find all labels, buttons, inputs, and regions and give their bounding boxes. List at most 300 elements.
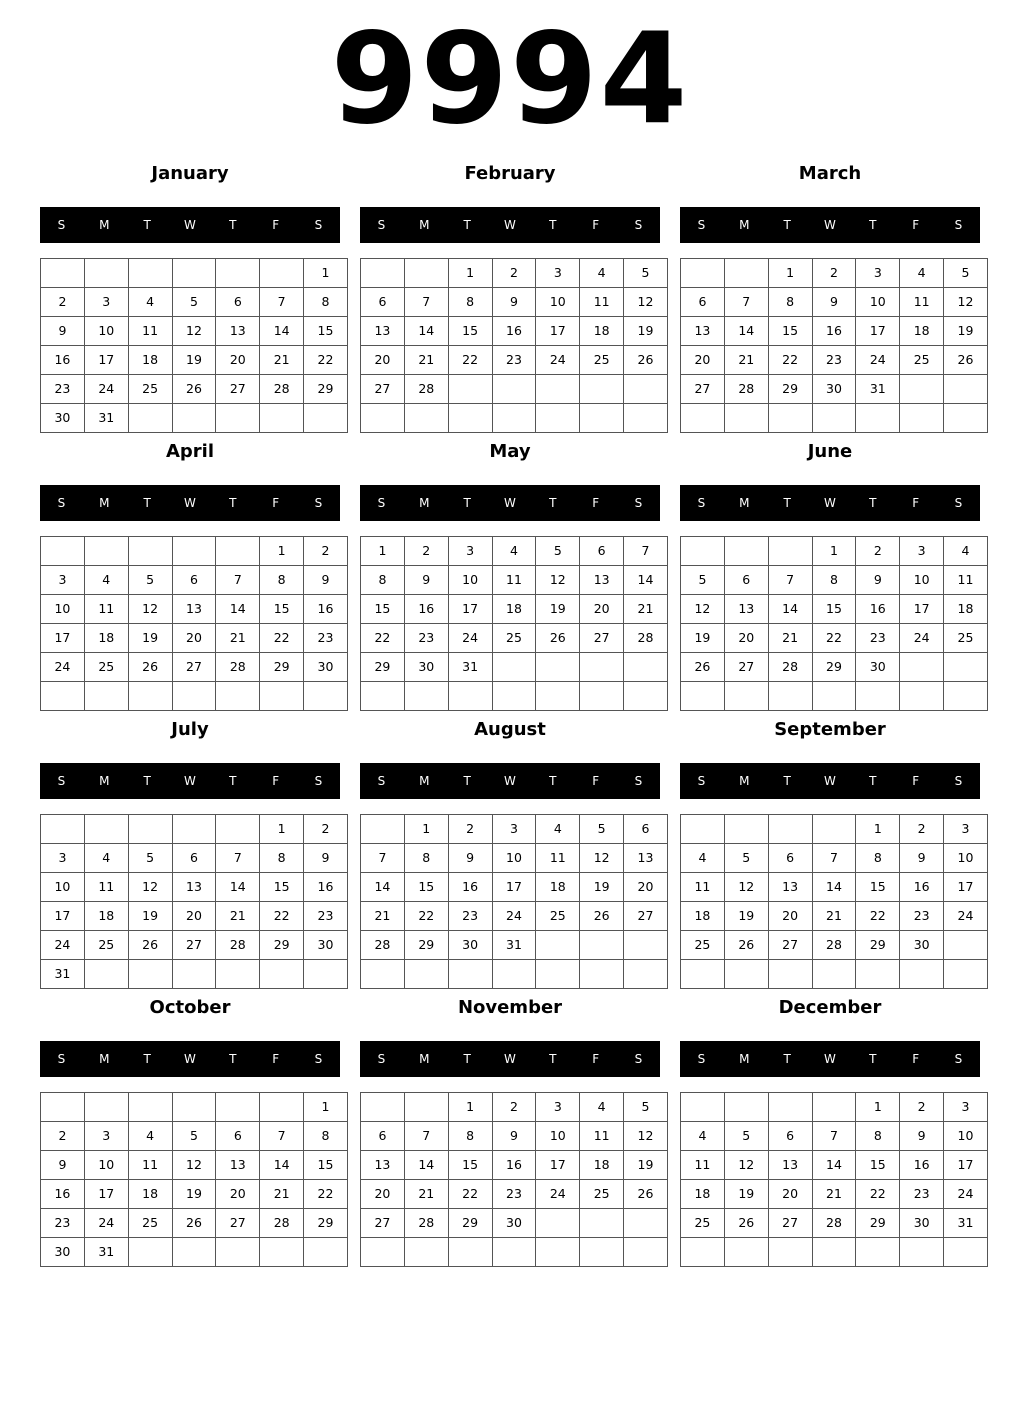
day-cell: 21 (216, 902, 260, 931)
day-cell: 13 (172, 595, 216, 624)
day-cell: 21 (260, 346, 304, 375)
day-cell (492, 375, 536, 404)
day-cell: 13 (724, 595, 768, 624)
day-cell: 5 (944, 259, 988, 288)
week-row (681, 960, 988, 989)
day-cell: 12 (624, 288, 668, 317)
weekday-header: T (783, 496, 791, 510)
day-cell: 9 (41, 317, 85, 346)
week-row (41, 566, 348, 595)
day-cell: 27 (724, 653, 768, 682)
day-cell: 15 (856, 873, 900, 902)
week-row (41, 537, 348, 566)
week-row (41, 653, 348, 682)
day-cell: 27 (361, 1209, 405, 1238)
day-cell: 8 (448, 288, 492, 317)
day-cell (304, 960, 348, 989)
day-cell (172, 682, 216, 711)
week-row (41, 1209, 348, 1238)
day-cell: 1 (448, 1093, 492, 1122)
week-row (41, 1151, 348, 1180)
weekday-header: S (954, 218, 963, 232)
weekday-header-bar (680, 207, 980, 243)
day-cell (681, 1093, 725, 1122)
day-cell: 27 (768, 1209, 812, 1238)
weekday-header-bar (680, 763, 980, 799)
day-cell: 10 (536, 288, 580, 317)
day-cell: 25 (128, 375, 172, 404)
day-cell: 20 (768, 1180, 812, 1209)
day-cell (216, 960, 260, 989)
week-row (681, 259, 988, 288)
day-cell: 5 (681, 566, 725, 595)
day-cell (724, 960, 768, 989)
day-cell (580, 682, 624, 711)
day-cell (216, 1238, 260, 1267)
day-cell: 13 (580, 566, 624, 595)
day-cell: 16 (856, 595, 900, 624)
day-cell: 16 (492, 1151, 536, 1180)
day-cell: 17 (448, 595, 492, 624)
day-cell (41, 682, 85, 711)
day-cell: 5 (580, 815, 624, 844)
weekday-header: M (739, 218, 750, 232)
day-cell: 20 (361, 1180, 405, 1209)
week-row (361, 595, 668, 624)
day-cell: 30 (448, 931, 492, 960)
day-cell (944, 960, 988, 989)
day-cell: 4 (84, 566, 128, 595)
weekday-header: T (229, 1052, 237, 1066)
day-cell: 13 (768, 1151, 812, 1180)
week-row (361, 1122, 668, 1151)
day-cell (856, 960, 900, 989)
day-cell: 24 (84, 1209, 128, 1238)
day-grid (360, 1092, 668, 1267)
day-cell (724, 815, 768, 844)
week-row (681, 317, 988, 346)
day-cell: 11 (128, 1151, 172, 1180)
day-cell: 2 (41, 288, 85, 317)
day-cell (361, 815, 405, 844)
day-cell (900, 1238, 944, 1267)
day-cell (900, 404, 944, 433)
day-cell (448, 682, 492, 711)
day-cell: 29 (361, 653, 405, 682)
month-name: September (774, 719, 886, 740)
week-row (41, 873, 348, 902)
day-cell: 30 (304, 931, 348, 960)
day-cell: 28 (768, 653, 812, 682)
day-grid (40, 536, 348, 711)
day-cell: 25 (536, 902, 580, 931)
day-cell (361, 404, 405, 433)
day-cell: 12 (128, 873, 172, 902)
day-cell: 11 (944, 566, 988, 595)
day-cell: 1 (448, 259, 492, 288)
day-cell (128, 537, 172, 566)
weekday-header: F (912, 218, 920, 232)
day-cell (624, 1209, 668, 1238)
day-cell: 27 (681, 375, 725, 404)
weekday-header: M (739, 774, 750, 788)
weekday-header: M (419, 218, 430, 232)
weekday-header: W (184, 496, 196, 510)
day-cell: 28 (260, 375, 304, 404)
week-row (41, 682, 348, 711)
day-cell: 19 (128, 902, 172, 931)
day-cell (768, 960, 812, 989)
day-cell: 15 (361, 595, 405, 624)
day-cell: 15 (304, 1151, 348, 1180)
week-row (361, 653, 668, 682)
day-cell (812, 404, 856, 433)
day-cell: 16 (304, 873, 348, 902)
day-cell (492, 653, 536, 682)
day-cell: 28 (260, 1209, 304, 1238)
day-cell: 2 (304, 537, 348, 566)
day-cell: 1 (260, 815, 304, 844)
day-cell: 10 (856, 288, 900, 317)
day-cell: 30 (41, 1238, 85, 1267)
weekday-header: F (272, 774, 280, 788)
day-cell: 26 (580, 902, 624, 931)
weekday-header-bar (360, 1041, 660, 1077)
day-cell: 20 (724, 624, 768, 653)
day-cell (361, 682, 405, 711)
weekday-header: F (272, 218, 280, 232)
week-row (361, 815, 668, 844)
day-cell: 21 (404, 1180, 448, 1209)
week-row (361, 1238, 668, 1267)
month-name: February (464, 163, 556, 184)
day-cell: 16 (900, 1151, 944, 1180)
day-cell: 26 (172, 1209, 216, 1238)
day-cell: 14 (404, 317, 448, 346)
day-cell: 19 (944, 317, 988, 346)
weekday-header: W (504, 774, 516, 788)
day-cell: 1 (856, 1093, 900, 1122)
day-cell: 25 (944, 624, 988, 653)
week-row (361, 682, 668, 711)
week-row (681, 1180, 988, 1209)
day-cell (681, 1238, 725, 1267)
day-cell (768, 682, 812, 711)
weekday-header-bar (680, 485, 980, 521)
week-row (681, 404, 988, 433)
weekday-header: F (272, 1052, 280, 1066)
month-name: April (165, 441, 215, 462)
week-row (361, 288, 668, 317)
day-cell: 12 (724, 1151, 768, 1180)
day-cell: 30 (900, 931, 944, 960)
weekday-header: T (463, 1052, 471, 1066)
day-cell (580, 375, 624, 404)
day-cell (361, 960, 405, 989)
day-cell: 8 (856, 1122, 900, 1151)
day-cell (361, 1093, 405, 1122)
weekday-header: T (143, 218, 151, 232)
day-cell: 10 (944, 844, 988, 873)
day-cell: 7 (260, 1122, 304, 1151)
day-cell (128, 1238, 172, 1267)
day-cell: 29 (448, 1209, 492, 1238)
day-cell (768, 1093, 812, 1122)
weekday-header: T (143, 1052, 151, 1066)
day-cell: 26 (536, 624, 580, 653)
day-cell: 11 (681, 1151, 725, 1180)
week-row (361, 317, 668, 346)
day-cell: 23 (812, 346, 856, 375)
day-cell: 28 (812, 931, 856, 960)
week-row (361, 404, 668, 433)
day-cell: 21 (812, 1180, 856, 1209)
day-cell (492, 682, 536, 711)
day-cell (41, 259, 85, 288)
day-cell: 14 (260, 317, 304, 346)
day-cell: 7 (812, 1122, 856, 1151)
day-cell: 23 (856, 624, 900, 653)
day-cell: 8 (448, 1122, 492, 1151)
day-cell: 26 (128, 931, 172, 960)
day-cell: 18 (681, 902, 725, 931)
day-cell (681, 960, 725, 989)
day-cell: 8 (856, 844, 900, 873)
week-row (361, 960, 668, 989)
weekday-header: F (592, 218, 600, 232)
day-cell: 29 (812, 653, 856, 682)
day-cell: 27 (172, 653, 216, 682)
day-cell (724, 1238, 768, 1267)
weekday-header: F (592, 496, 600, 510)
day-cell: 19 (724, 1180, 768, 1209)
weekday-header: S (697, 774, 706, 788)
weekday-header: S (954, 774, 963, 788)
day-cell: 1 (304, 1093, 348, 1122)
day-cell (812, 682, 856, 711)
day-cell: 20 (580, 595, 624, 624)
day-cell (724, 682, 768, 711)
day-cell: 29 (856, 931, 900, 960)
day-cell (681, 404, 725, 433)
day-cell (724, 537, 768, 566)
weekday-header: M (419, 1052, 430, 1066)
day-cell: 21 (404, 346, 448, 375)
day-cell: 18 (128, 1180, 172, 1209)
day-cell: 2 (492, 1093, 536, 1122)
day-cell: 29 (404, 931, 448, 960)
week-row (41, 902, 348, 931)
day-cell: 24 (84, 375, 128, 404)
day-cell: 22 (260, 902, 304, 931)
day-cell (944, 404, 988, 433)
day-cell: 31 (84, 404, 128, 433)
day-cell: 6 (216, 1122, 260, 1151)
day-cell: 9 (492, 1122, 536, 1151)
day-cell: 23 (41, 375, 85, 404)
day-cell: 17 (536, 317, 580, 346)
day-cell: 25 (681, 1209, 725, 1238)
day-cell: 31 (944, 1209, 988, 1238)
day-cell: 14 (404, 1151, 448, 1180)
week-row (41, 288, 348, 317)
day-cell: 20 (361, 346, 405, 375)
day-cell (260, 682, 304, 711)
day-cell: 9 (304, 566, 348, 595)
day-cell: 24 (900, 624, 944, 653)
day-cell (768, 404, 812, 433)
day-cell: 29 (856, 1209, 900, 1238)
day-cell: 25 (681, 931, 725, 960)
weekday-header: S (697, 218, 706, 232)
week-row (41, 815, 348, 844)
day-cell (84, 960, 128, 989)
day-cell: 30 (900, 1209, 944, 1238)
day-cell (216, 404, 260, 433)
week-row (681, 931, 988, 960)
day-cell: 11 (492, 566, 536, 595)
month-name: June (807, 441, 853, 462)
weekday-header: T (869, 496, 877, 510)
day-cell: 14 (361, 873, 405, 902)
week-row (361, 346, 668, 375)
day-cell: 7 (404, 288, 448, 317)
day-cell: 4 (536, 815, 580, 844)
day-cell: 12 (172, 1151, 216, 1180)
day-cell: 14 (216, 595, 260, 624)
week-row (681, 902, 988, 931)
week-row (681, 624, 988, 653)
day-cell (681, 259, 725, 288)
day-cell (41, 815, 85, 844)
day-cell: 22 (304, 1180, 348, 1209)
day-cell: 14 (812, 873, 856, 902)
day-cell (580, 931, 624, 960)
day-cell (724, 404, 768, 433)
day-cell (361, 1238, 405, 1267)
day-cell: 26 (724, 1209, 768, 1238)
day-cell: 7 (404, 1122, 448, 1151)
day-cell: 12 (724, 873, 768, 902)
weekday-header: S (314, 1052, 323, 1066)
day-cell: 15 (812, 595, 856, 624)
day-cell: 13 (361, 317, 405, 346)
week-row (41, 960, 348, 989)
day-cell: 12 (128, 595, 172, 624)
day-cell: 2 (304, 815, 348, 844)
week-row (361, 566, 668, 595)
day-cell (944, 682, 988, 711)
day-cell: 18 (128, 346, 172, 375)
weekday-header: M (99, 774, 110, 788)
day-cell: 19 (624, 317, 668, 346)
week-row (41, 624, 348, 653)
day-cell: 16 (404, 595, 448, 624)
weekday-header: W (504, 496, 516, 510)
day-cell (812, 960, 856, 989)
weekday-header: W (184, 774, 196, 788)
day-cell (724, 259, 768, 288)
day-cell: 7 (216, 566, 260, 595)
day-cell: 8 (260, 844, 304, 873)
day-cell: 21 (812, 902, 856, 931)
week-row (361, 1209, 668, 1238)
day-cell: 25 (580, 346, 624, 375)
day-cell (128, 259, 172, 288)
day-cell: 25 (580, 1180, 624, 1209)
day-cell: 9 (41, 1151, 85, 1180)
day-cell (304, 682, 348, 711)
day-cell (624, 682, 668, 711)
day-cell: 14 (812, 1151, 856, 1180)
day-cell: 16 (448, 873, 492, 902)
day-cell: 18 (84, 624, 128, 653)
month-name: December (778, 997, 882, 1018)
day-grid (360, 258, 668, 433)
day-cell: 6 (768, 844, 812, 873)
day-cell: 17 (944, 1151, 988, 1180)
day-cell: 25 (492, 624, 536, 653)
day-cell (172, 815, 216, 844)
weekday-header-bar (40, 485, 340, 521)
weekday-header: S (634, 1052, 643, 1066)
day-cell: 26 (624, 346, 668, 375)
day-cell: 17 (944, 873, 988, 902)
day-cell: 24 (536, 346, 580, 375)
day-cell: 5 (172, 1122, 216, 1151)
weekday-header: W (824, 496, 836, 510)
day-cell: 2 (492, 259, 536, 288)
day-cell: 25 (84, 653, 128, 682)
week-row (361, 375, 668, 404)
day-cell: 23 (492, 1180, 536, 1209)
day-cell: 3 (536, 1093, 580, 1122)
day-cell: 1 (856, 815, 900, 844)
weekday-header: T (463, 774, 471, 788)
week-row (41, 1093, 348, 1122)
weekday-header: S (57, 496, 66, 510)
day-cell: 27 (768, 931, 812, 960)
day-cell: 23 (900, 902, 944, 931)
month-name: August (474, 719, 546, 740)
day-cell (856, 682, 900, 711)
day-cell: 18 (492, 595, 536, 624)
day-cell: 5 (128, 566, 172, 595)
day-cell: 21 (260, 1180, 304, 1209)
day-cell: 9 (856, 566, 900, 595)
day-cell: 17 (84, 1180, 128, 1209)
day-cell (900, 653, 944, 682)
day-cell: 19 (724, 902, 768, 931)
day-cell (361, 259, 405, 288)
day-cell: 13 (361, 1151, 405, 1180)
weekday-header: M (99, 218, 110, 232)
day-cell: 11 (84, 873, 128, 902)
weekday-header: S (697, 496, 706, 510)
day-cell: 9 (304, 844, 348, 873)
day-cell: 9 (812, 288, 856, 317)
weekday-header: M (99, 496, 110, 510)
day-cell (768, 1238, 812, 1267)
day-cell: 19 (536, 595, 580, 624)
day-cell: 11 (681, 873, 725, 902)
day-cell: 12 (172, 317, 216, 346)
day-cell: 10 (41, 873, 85, 902)
day-cell: 23 (304, 902, 348, 931)
weekday-header: M (419, 774, 430, 788)
day-cell: 31 (856, 375, 900, 404)
day-cell: 3 (536, 259, 580, 288)
